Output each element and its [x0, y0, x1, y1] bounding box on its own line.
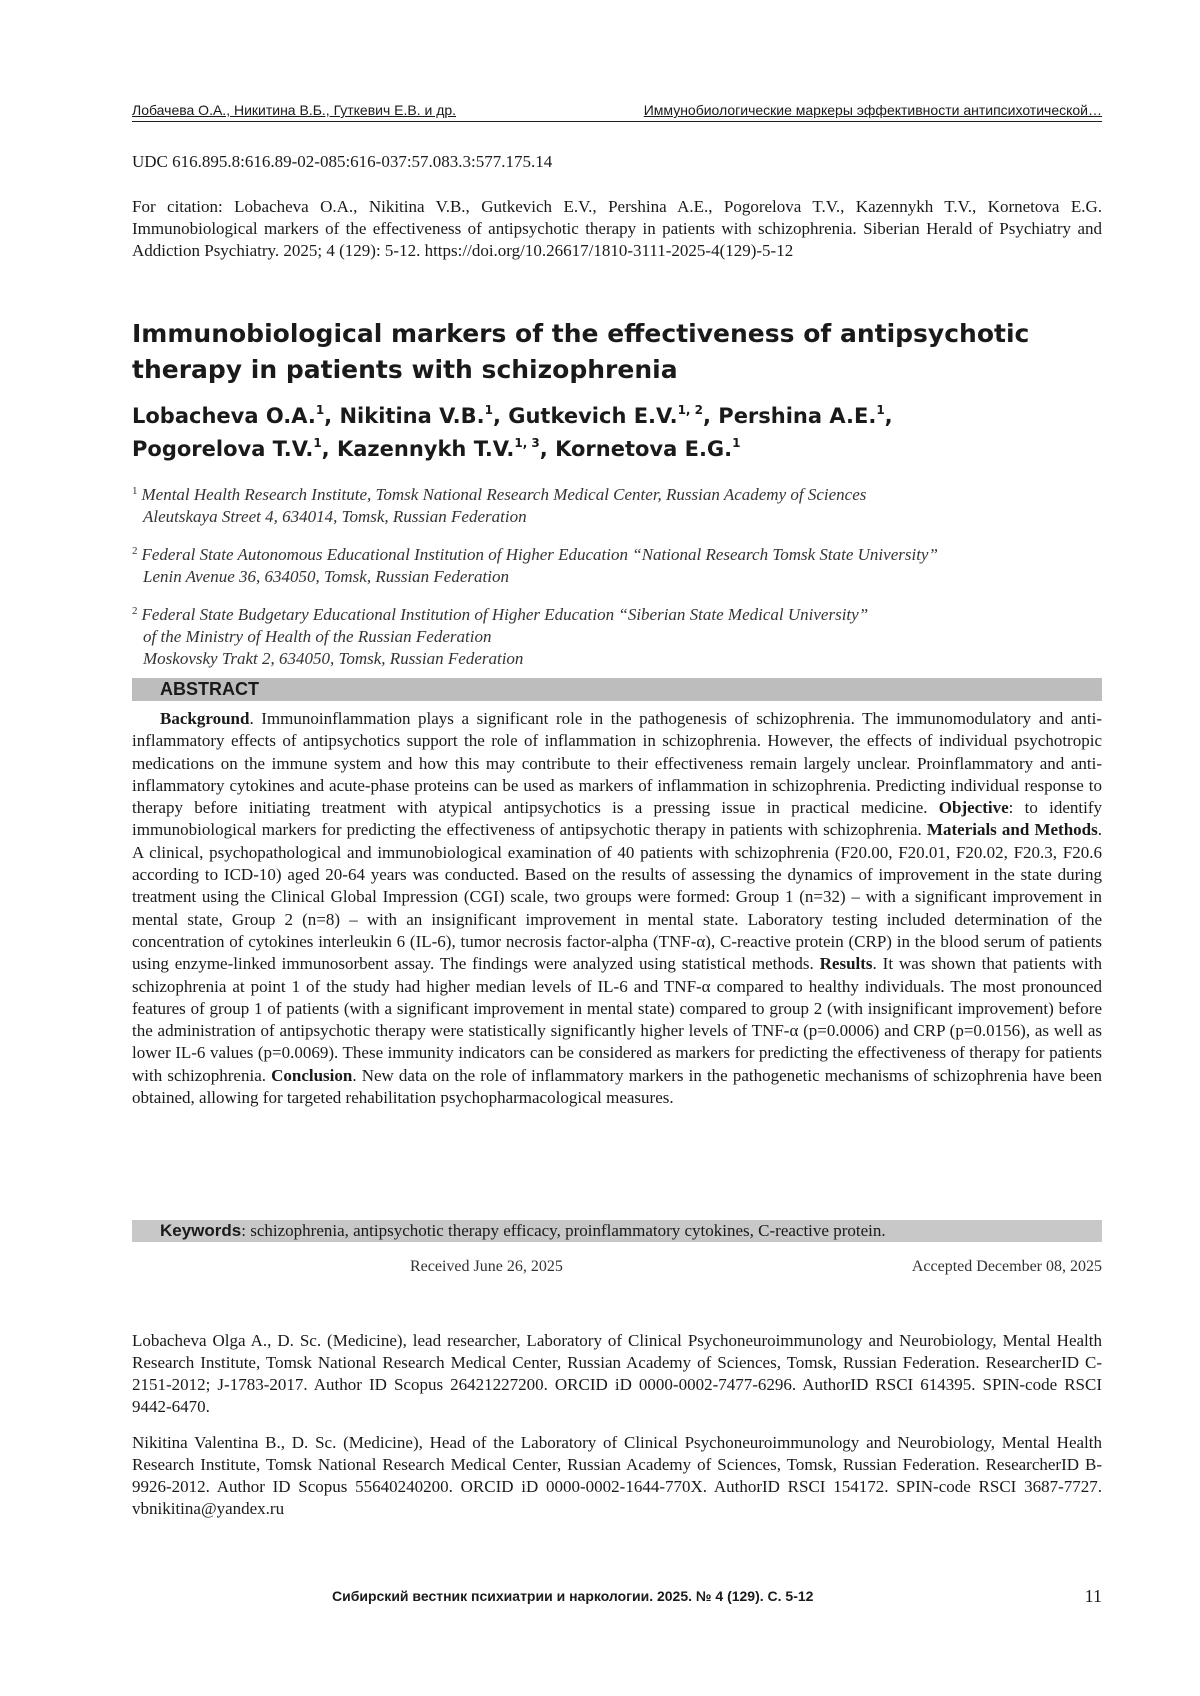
affiliations	[132, 480, 1102, 682]
running-head-authors: Лобачева О.А., Никитина В.Б., Гуткевич Е.В. и др.	[132, 102, 457, 118]
received-date: Received June 26, 2025	[410, 1258, 563, 1275]
affiliation-number: 1	[132, 485, 138, 497]
abstract-text	[132, 708, 1102, 1109]
author-bio: Nikitina Valentina B., D. Sc. (Medicine), Head of the Laboratory of Clinical Psychoneuroimmunology and Neurobiology, Mental Health Research Institute, Tomsk National Research Medical Center, Russian Academy of Sciences, Tomsk, Russian Federation. ResearcherID B-9926-2012. Author ID Scopus 55640240200. ORCID iD 0000-0002-1644-770X. AuthorID RSCI 154172. SPIN-code RSCI 3687-7727. vbnikitina@yandex.ru	[132, 1433, 1102, 1518]
keywords-text: : schizophrenia, antipsychotic therapy efficacy, proinflammatory cytokines, C-reactive protein.	[241, 1221, 886, 1240]
abstract-methods: . A clinical, psychopathological and immunobiological examination of 40 patients with schizophrenia (F20.00, F20.01, F20.02, F20.3, F20.6 according to ICD-10) aged 20-64 years was conducted. Based on the results of assessing the dynamics of improvement in the state during treatment using the Clinical Global Impression (CGI) scale, two groups were formed: Group 1 (n=32) – with a significant improvement in mental state, Group 2 (n=8) – with an insignificant improvement in mental state. Laboratory testing included determination of the concentration of cytokines interleukin 6 (IL-6), tumor necrosis factor-alpha (TNF-α), C-reactive protein (CRP) in the blood serum of patients using enzyme-linked immunosorbent assay. The findings were analyzed using statistical methods.	[132, 820, 1102, 974]
citation: For citation: Lobacheva O.A., Nikitina V.B., Gutkevich E.V., Pershina A.E., Pogorelova T.V., Kazennykh T.V., Kornetova E.G. Immunobiological markers of the effectiveness of antipsychotic therapy in patients with schizophrenia. Siberian Herald of Psychiatry and Addiction Psychiatry. 2025; 4 (129): 5-12. https://doi.org/10.26617/1810-3111-2025-4(129)-5-12	[132, 197, 1102, 260]
author-affil-ref: 1	[484, 403, 493, 417]
affiliation-address: Lenin Avenue 36, 634050, Tomsk, Russian Federation	[143, 567, 509, 586]
author-name: Kazennykh T.V.	[336, 437, 515, 461]
udc-code: UDC 616.895.8:616.89-02-085:616-037:57.083.3:577.175.14	[132, 152, 553, 171]
author-bio: Lobacheva Olga A., D. Sc. (Medicine), lead researcher, Laboratory of Clinical Psychoneuroimmunology and Neurobiology, Mental Health Research Institute, Tomsk National Research Medical Center, Russian Academy of Sciences, Tomsk, Russian Federation. ResearcherID C-2151-2012; J-1783-2017. Author ID Scopus 26421227200. ORCID iD 0000-0002-7477-6296. AuthorID RSCI 614395. SPIN-code RSCI 9442-6470.	[132, 1331, 1102, 1416]
author-name: Nikitina V.B.	[339, 404, 485, 428]
running-head-title: Иммунобиологические маркеры эффективности антипсихотической…	[643, 102, 1102, 118]
affiliation-number: 2	[132, 605, 138, 617]
affiliation-2	[132, 540, 1102, 588]
author-affil-ref: 1	[315, 403, 325, 417]
author-name: Lobacheva O.A.	[132, 404, 316, 428]
affiliation-1	[132, 480, 1102, 528]
paper-title: Immunobiological markers of the effectiveness of antipsychotic therapy in patients with schizophrenia	[132, 319, 1030, 384]
abstract-label-conclusion: Conclusion	[271, 1065, 353, 1085]
affiliation-line: Federal State Autonomous Educational Institution of Higher Education “National Research Tomsk State University”	[141, 545, 938, 564]
abstract-label-background: Background	[160, 709, 250, 728]
author-name: Kornetova E.G.	[555, 437, 733, 461]
affiliation-3	[132, 600, 1102, 670]
author-affil-ref: 1	[876, 403, 885, 417]
author-bios	[132, 1330, 1102, 1534]
running-head	[132, 102, 1102, 122]
accepted-date: Accepted December 08, 2025	[911, 1258, 1102, 1275]
abstract-results: . It was shown that patients with schizophrenia at point 1 of the study had higher median levels of IL-6 and TNF-α compared to healthy individuals. The most pronounced features of group 1 of patients (with a significant improvement in mental state) compared to group 2 (with insignificant improvement) before the administration of antipsychotic therapy were statistically significantly higher levels of TNF-α (p=0.0006) and CRP (p=0.0156), as well as lower IL-6 values (p=0.0069). These immunity indicators can be considered as markers for predicting the effectiveness of therapy for patients with schizophrenia.	[132, 954, 1102, 1085]
keywords-label: Keywords	[160, 1221, 242, 1240]
abstract-heading: ABSTRACT	[132, 678, 1102, 701]
abstract-conclusion: . New data on the role of inflammatory markers in the pathogenetic mechanisms of schizophrenia have been obtained, allowing for targeted rehabilitation psychopharmacological measures.	[132, 1065, 1102, 1108]
author-affil-ref: 1	[313, 436, 322, 450]
journal-citation: Сибирский вестник психиатрии и наркологии. 2025. № 4 (129). С. 5-12	[332, 1588, 814, 1604]
author-list: Lobacheva O.A.$^1$, Nikitina V.B.$^1$, Gutkevich E.V.$^{1, 2}$, Pershina A.E.$^1$, Pogorelova T.V.$^1$, Kazennykh T.V.$^{1, 3}$, Kornetova E.G.$^1$	[132, 403, 893, 461]
author-affil-ref: 1, 3	[514, 436, 540, 450]
page-number: 11	[1084, 1586, 1102, 1606]
affiliation-address: Aleutskaya Street 4, 634014, Tomsk, Russian Federation	[143, 507, 527, 526]
keywords	[132, 1220, 1102, 1242]
author-affil-ref: 1, 2	[677, 403, 703, 417]
affiliation-line: Mental Health Research Institute, Tomsk National Research Medical Center, Russian Academy of Sciences	[141, 485, 867, 504]
affiliation-line: Federal State Budgetary Educational Institution of Higher Education “Siberian State Medical University”	[141, 605, 869, 624]
abstract-label-results: Results	[819, 954, 873, 974]
abstract-label-objective: Objective	[938, 798, 1009, 818]
author-name: Pershina A.E.	[718, 404, 877, 428]
affiliation-address: Moskovsky Trakt 2, 634050, Tomsk, Russian Federation	[143, 649, 524, 668]
abstract-background: . Immunoinflammation plays a significant role in the pathogenesis of schizophrenia. The immunomodulatory and anti-inflammatory effects of antipsychotics support the role of inflammation in schizophrenia. However, the effects of individual psychotropic medications on the immune system and how this may contribute to their effectiveness remain largely unclear. Proinflammatory and anti-inflammatory cytokines and acute-phase proteins can be used as markers of inflammation in schizophrenia. Predicting individual response to therapy before initiating treatment with atypical antipsychotics is a pressing issue in practical medicine.	[132, 709, 1102, 818]
abstract-objective: : to identify immunobiological markers for predicting the effectiveness of antipsychotic therapy in patients with schizophrenia.	[132, 798, 1102, 840]
author-name: Gutkevich E.V.	[508, 404, 678, 428]
abstract-label-methods: Materials and Methods	[926, 820, 1098, 840]
author-name: Pogorelova T.V.	[132, 437, 314, 461]
affiliation-ministry: of the Ministry of Health of the Russian Federation	[143, 627, 492, 646]
author-affil-ref: 1	[732, 436, 741, 450]
affiliation-number: 2	[132, 545, 138, 557]
